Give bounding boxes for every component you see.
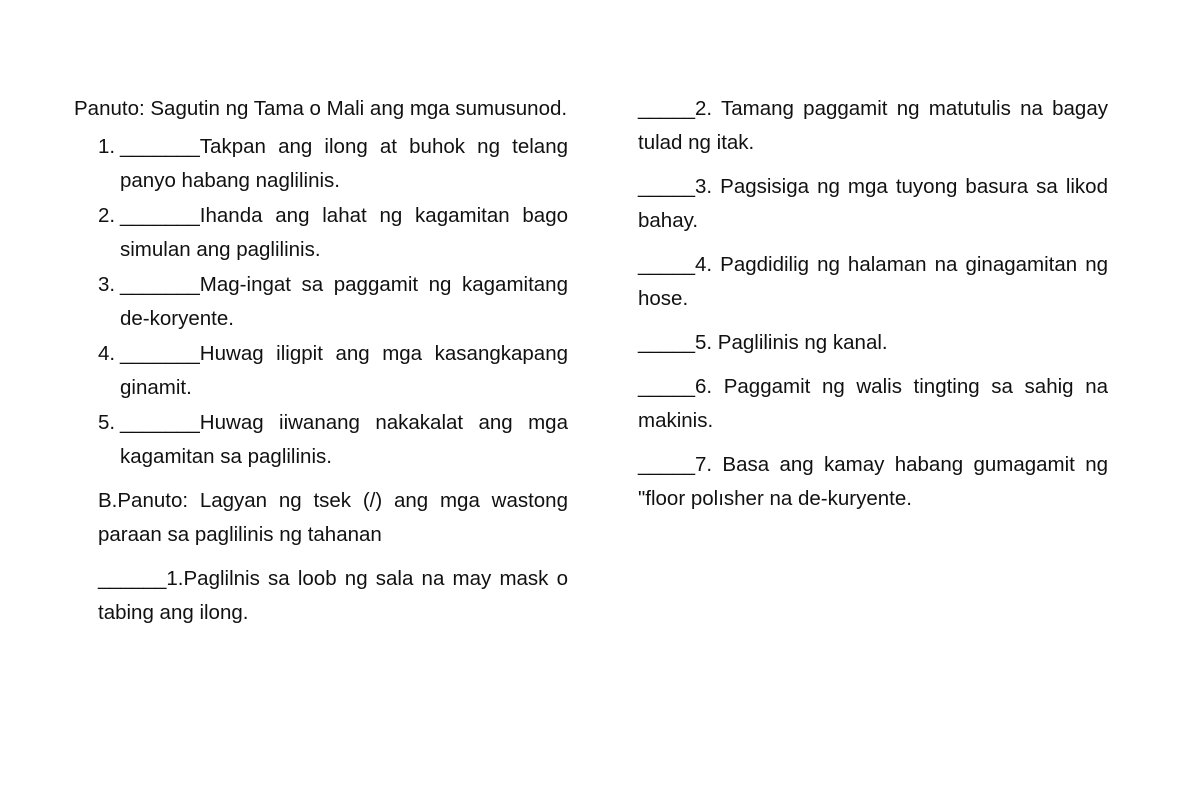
item-text: _______Ihanda ang lahat ng kagamitan bago simulan ang paglilinis. bbox=[120, 204, 568, 261]
section-b-item: _____3. Pagsisiga ng mga tuyong basura sa likod bahay. bbox=[638, 175, 1108, 232]
right-column bbox=[638, 92, 1108, 526]
section-a-directions: Panuto: Sagutin ng Tama o Mali ang mga sumusunod. bbox=[74, 97, 568, 120]
section-b-item: ______1.Paglilnis sa loob ng sala na may mask o tabing ang ilong. bbox=[98, 567, 568, 624]
list-item bbox=[98, 406, 568, 474]
section-b-item: _____7. Basa ang kamay habang gumagamit ng "floor polısher na de-kuryente. bbox=[638, 453, 1108, 510]
section-a-list bbox=[74, 130, 568, 474]
section-b-item: _____4. Pagdidilig ng halaman na ginagamitan ng hose. bbox=[638, 253, 1108, 310]
list-item bbox=[98, 268, 568, 336]
item-number: 4. bbox=[98, 342, 116, 365]
item-text: _______Takpan ang ilong at buhok ng telang panyo habang naglilinis. bbox=[120, 135, 568, 192]
item-text: _______Huwag iiwanang nakakalat ang mga kagamitan sa paglilinis. bbox=[120, 411, 568, 468]
section-b-item: _____6. Paggamit ng walis tingting sa sahig na makinis. bbox=[638, 375, 1108, 432]
list-item bbox=[98, 337, 568, 405]
section-b-item: _____5. Paglilinis ng kanal. bbox=[638, 331, 888, 354]
section-b-directions: B.Panuto: Lagyan ng tsek (/) ang mga wastong paraan sa paglilinis ng tahanan bbox=[98, 489, 568, 546]
item-text: _______Huwag iligpit ang mga kasangkapang ginamit. bbox=[120, 342, 568, 399]
section-b-item: _____2. Tamang paggamit ng matutulis na bagay tulad ng itak. bbox=[638, 97, 1108, 154]
list-item bbox=[98, 130, 568, 198]
item-text: _______Mag-ingat sa paggamit ng kagamitang de-koryente. bbox=[120, 273, 568, 330]
item-number: 1. bbox=[98, 135, 116, 158]
section-b bbox=[98, 484, 568, 630]
list-item bbox=[98, 199, 568, 267]
item-number: 5. bbox=[98, 411, 116, 434]
left-column bbox=[74, 92, 568, 640]
item-number: 3. bbox=[98, 273, 116, 296]
item-number: 2. bbox=[98, 204, 116, 227]
